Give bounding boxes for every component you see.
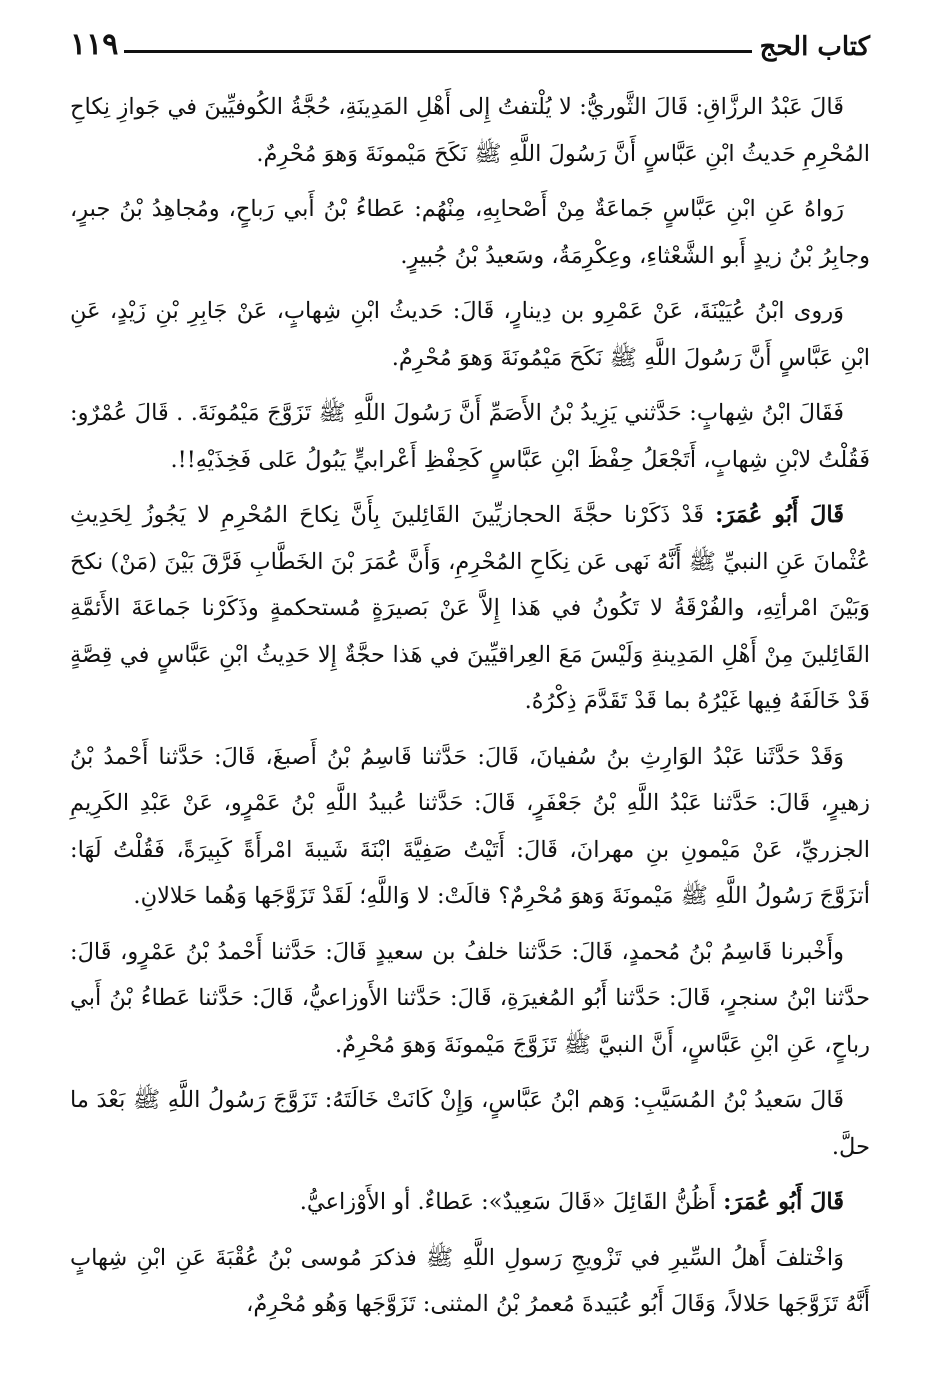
paragraph-text: قَالَ عَبْدُ الرزَّاقِ: قَالَ الثَّوريُّ: لا يُلْتفتُ إِلى أَهْلِ المَدِينَةِ، حُجَّةُ الكُوفيِّينَ في جَوازِ نِكاحِ المُحْرِمِ حَديثُ ابْنِ عَبَّاسٍ أَنَّ رَسُولَ اللَّهِ ﷺ نَكَحَ مَيْمونَةَ وَهوَ مُحْرِمٌ. <box>70 94 870 167</box>
paragraph-text: وَاخْتلفَ أَهلُ السِّيرِ في تَزْويجِ رَسولِ اللَّهِ ﷺ فذكرَ مُوسى بْنُ عُقْبَةَ عَنِ ابْنِ شِهابٍ أَنَّهُ تَزَوَّجَها حَلالاً، وَقَالَ أَبُو عُبَيدةَ مُعمرُ بْنُ المثنى: تَزَوَّجَها وَهُو مُحْرِمٌ، <box>70 1244 870 1317</box>
paragraph-text: وَروى ابْنُ عُيَيْنَةَ، عَنْ عَمْرِو بن دِينارٍ، قَالَ: حَديثُ ابْنِ شِهابٍ، عَنْ جَابِرِ بْنِ زَيْدٍ، عَنِ ابْنِ عَبَّاسٍ أَنَّ رَسُولَ اللَّهِ ﷺ نَكَحَ مَيْمُونَةَ وَهوَ مُحْرِمٌ. <box>70 298 870 371</box>
paragraph <box>70 390 870 483</box>
paragraph <box>70 1235 870 1328</box>
header-rule <box>124 50 751 53</box>
paragraph-text: رَواهُ عَنِ ابْنِ عَبَّاسٍ جَماعَةٌ مِنْ أَصْحابِهِ، مِنْهُم: عَطاءُ بْنُ أَبي رَباحٍ، ومُجاهِدُ بْنُ جبرٍ، وجابِرُ بْنُ زيدٍ أَبو الشَّعْثاءِ، وعِكْرِمَةُ، وسَعيدُ بْنُ جُبيرٍ. <box>70 196 870 269</box>
book-page <box>70 16 870 1376</box>
paragraph-text: قَالَ سَعيدُ بْنُ المُسَيَّبِ: وَهم ابْنُ عَبَّاسٍ، وَإِنْ كَانَتْ خَالَتَهُ: تَزَوَّجَ رَسُولُ اللَّهِ ﷺ بَعْدَ ما حلَّ. <box>70 1087 870 1160</box>
paragraph <box>70 1077 870 1170</box>
paragraph-text: وأَخْبرنا قَاسِمُ بْنُ مُحمدٍ، قَالَ: حَدَّثنا خلفُ بن سعيدٍ قَالَ: حَدَّثنا أَحْمدُ بْنُ عَمْرٍو، قَالَ: حدَّثنا ابْنُ سنجرٍ، قَالَ: حَدَّثنا أَبُو المُغيرَةِ، قَالَ: حَدَّثنا الأَوزاعيُّ، قَالَ: حَدَّثنا عَطاءُ بْنُ أَبي رباحٍ، عَنِ ابْنِ عَبَّاسٍ، أَنَّ النبيَّ ﷺ تَزَوَّجَ مَيْمونَةَ وَهوَ مُحْرِمٌ. <box>70 938 870 1058</box>
paragraph <box>70 186 870 279</box>
paragraph-text: أَظُنُّ القَائِلَ «قَالَ سَعِيدٌ»: عَطاءٌ. أو الأَوْزاعيُّ. <box>299 1189 716 1215</box>
paragraph-text: فَقَالَ ابْنُ شِهابٍ: حَدَّثني يَزِيدُ بْنُ الأَصَمِّ أَنَّ رَسُولَ اللَّهِ ﷺ تَزَوَّجَ مَيْمُونَةَ. . قَالَ عُمْرٌو: فَقُلْتُ لابْنِ شِهابٍ، أَتَجْعَلُ حِفْظَ ابْنِ عَبَّاسٍ كَحِفْظِ أَعْرابيٍّ يَبُولُ عَلى فَخِذَيْهِ!!. <box>70 400 870 473</box>
paragraph <box>70 84 870 177</box>
paragraph <box>70 1179 870 1226</box>
paragraph <box>70 492 870 725</box>
page-header <box>70 16 870 62</box>
page-number: ١١٩ <box>70 27 119 62</box>
paragraph-text: قَدْ ذَكَرْنا حجَّةَ الحجازيِّينَ القَائِلينَ بِأَنَّ نِكاحَ المُحْرِمِ لا يَجُوزُ لِحَدِيثِ عُثْمانَ عَنِ النبيِّ ﷺ أَنَّهُ نَهى عَن نِكَاحِ المُحْرِمِ، وَأَنَّ عُمَرَ بْنَ الخَطَّابِ فَرَّقَ بَيْنَ (مَنْ) نكحَ وَبَيْنَ امْرأتِهِ، والفُرْقَةُ لا تَكُونُ في هَذا إِلاَّ عَنْ بَصيرَةٍ مُستحكمةٍ وذَكَرْنا جَماعَةَ الأَئمَّةِ القَائِلينَ مِنْ أَهْلِ المَدِينةِ وَلَيْسَ مَعَ العِراقيِّينَ في هَذا حجَّةٌ إِلا حَدِيثُ ابْنِ عَبَّاسٍ في قِصَّةٍ قَدْ خَالَفَهُ فِيها غَيْرُهُ بما قَدْ تَقَدَّمَ ذِكْرُهُ. <box>70 502 870 714</box>
paragraph-lead: قَالَ أَبُو عُمَرَ: <box>715 502 845 528</box>
paragraph <box>70 734 870 920</box>
paragraph <box>70 929 870 1069</box>
running-title: كتاب الحج <box>759 32 870 62</box>
paragraph-text: وَقَدْ حَدَّثَنا عَبْدُ الوَارِثِ بنُ سُفيانَ، قَالَ: حَدَّثنا قَاسِمُ بْنُ أَصبغَ، قَالَ: حَدَّثنا أَحْمدُ بْنُ زهيرٍ، قَالَ: حَدَّثنا عَبْدُ اللَّهِ بْنُ جَعْفَرٍ، قَالَ: حَدَّثنا عُبيدُ اللَّهِ بْنُ عَمْرٍو، عَنْ عَبْدِ الكَرِيمِ الجزريِّ، عَنْ مَيْمونِ بنِ مهرانَ، قَالَ: أَتَيْتُ صَفِيَّةَ ابْنَةَ شَيبةَ امْرأَةً كَبِيرَةً، فَقُلْتُ لَهَا: أتزَوَّجَ رَسُولُ اللَّهِ ﷺ مَيْمونَةَ وَهوَ مُحْرِمٌ؟ قالَتْ: لا وَاللَّهِ؛ لَقَدْ تَزَوَّجَها وَهُما حَلالانِ. <box>70 743 870 909</box>
page-body <box>70 84 870 1328</box>
paragraph-lead: قَالَ أَبُو عُمَرَ: <box>723 1189 844 1215</box>
paragraph <box>70 288 870 381</box>
